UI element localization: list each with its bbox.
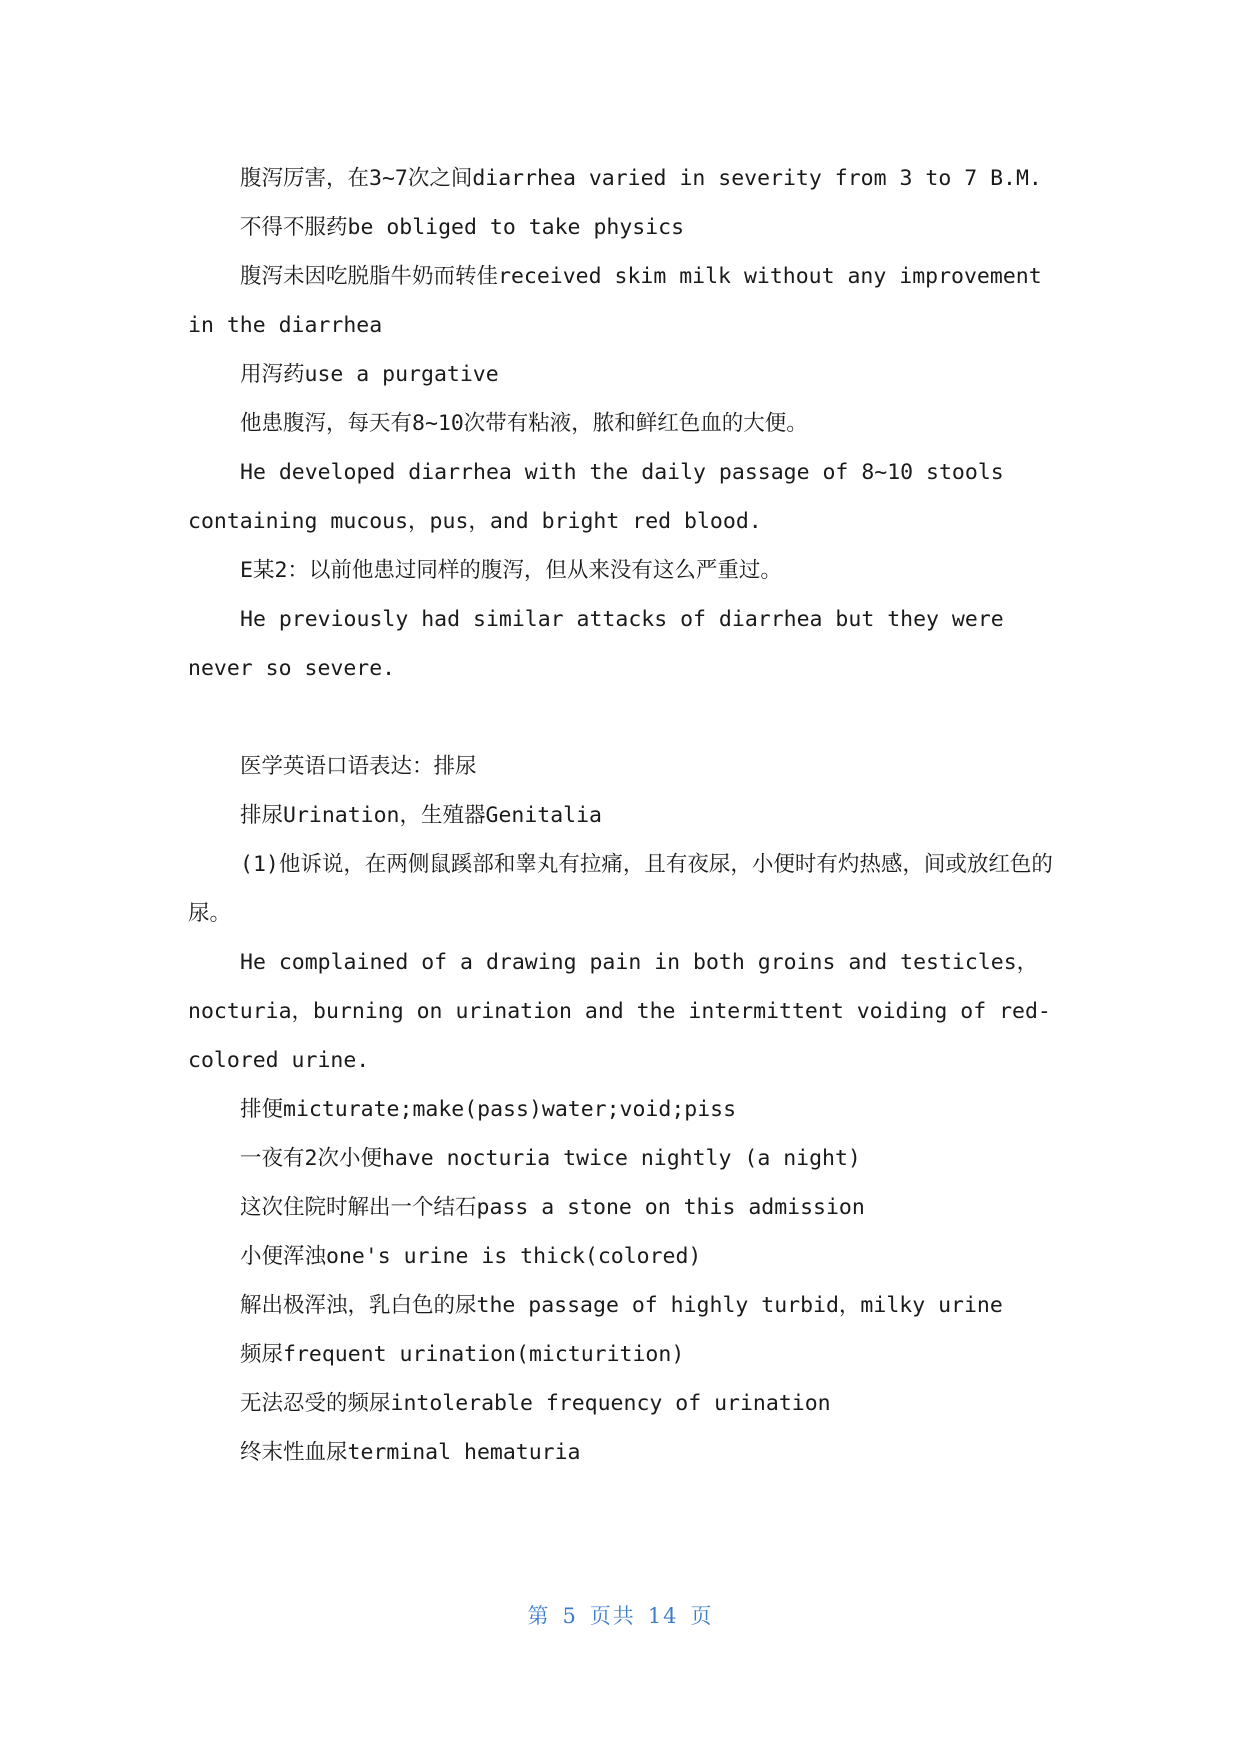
section-gap bbox=[188, 693, 1058, 742]
paragraph: 一夜有2次小便have nocturia twice nightly (a night) bbox=[240, 1146, 861, 1171]
paragraph: He previously had similar attacks of diarrhea but they were never so severe. bbox=[188, 607, 1004, 681]
paragraph: 这次住院时解出一个结石pass a stone on this admission bbox=[240, 1195, 865, 1220]
paragraph: He developed diarrhea with the daily passage of 8~10 stools containing mucous，pus，and bright red blood. bbox=[188, 460, 1004, 534]
paragraph: 终末性血尿terminal hematuria bbox=[240, 1440, 581, 1465]
paragraph: 腹泻厉害，在3~7次之间diarrhea varied in severity from 3 to 7 B.M. bbox=[240, 166, 1042, 191]
footer-prefix: 第 bbox=[527, 1604, 551, 1628]
paragraph: 排尿Urination，生殖器Genitalia bbox=[240, 803, 602, 828]
paragraph: 排便micturate;make(pass)water;void;piss bbox=[240, 1097, 737, 1122]
paragraph: E某2：以前他患过同样的腹泻，但从来没有这么严重过。 bbox=[240, 558, 782, 583]
paragraph: 不得不服药be obliged to take physics bbox=[240, 215, 685, 240]
footer-suffix: 页 bbox=[690, 1604, 714, 1628]
footer-page-number: 5 bbox=[562, 1604, 578, 1628]
page-footer bbox=[0, 1600, 1241, 1630]
paragraph: 频尿frequent urination(micturition) bbox=[240, 1342, 685, 1367]
paragraph: 用泻药use a purgative bbox=[240, 362, 499, 387]
paragraph: 他患腹泻，每天有8~10次带有粘液，脓和鲜红色血的大便。 bbox=[240, 411, 808, 436]
section-heading: 医学英语口语表达：排尿 bbox=[240, 754, 477, 779]
paragraph: 解出极浑浊，乳白色的尿the passage of highly turbid，milky urine bbox=[240, 1293, 1003, 1318]
paragraph: He complained of a drawing pain in both groins and testicles，nocturia，burning on urination and the intermittent voiding of red-colored urine. bbox=[188, 950, 1051, 1073]
footer-total-pages: 14 bbox=[647, 1604, 679, 1628]
paragraph: 无法忍受的频尿intolerable frequency of urination bbox=[240, 1391, 831, 1416]
paragraph: 腹泻未因吃脱脂牛奶而转佳received skim milk without any improvement in the diarrhea bbox=[188, 264, 1042, 338]
page-content bbox=[188, 154, 1058, 1477]
paragraph: 小便浑浊one's urine is thick(colored) bbox=[240, 1244, 702, 1269]
paragraph: (1)他诉说，在两侧鼠蹊部和睾丸有拉痛，且有夜尿，小便时有灼热感，间或放红色的尿。 bbox=[188, 852, 1053, 926]
footer-mid: 页共 bbox=[589, 1604, 636, 1628]
